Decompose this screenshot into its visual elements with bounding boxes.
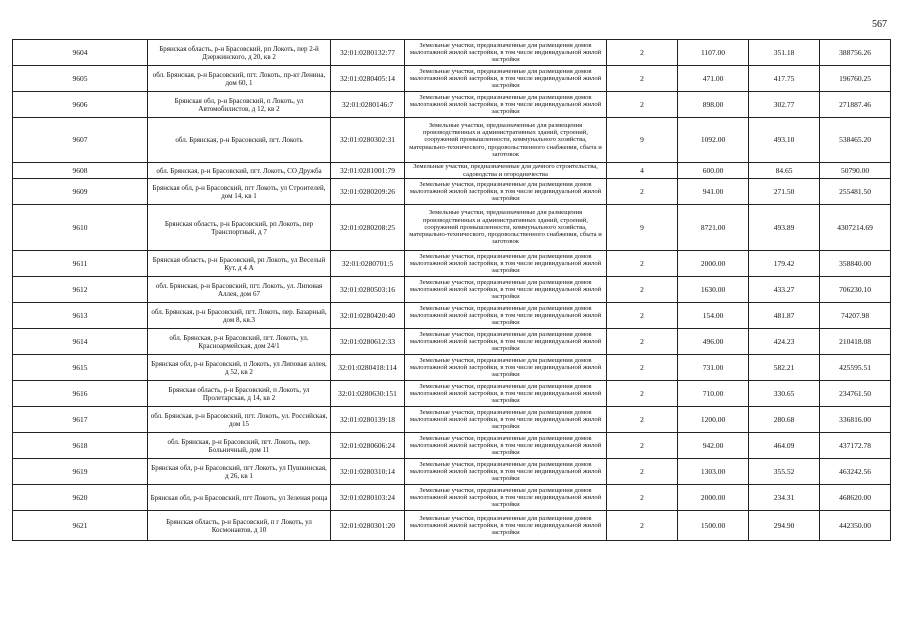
cadastral-number-cell: 32:01:0280612:33 (331, 329, 405, 355)
table-row (13, 329, 891, 355)
cadastral-value-cell: 50790.00 (820, 163, 891, 179)
specific-value-cell: 234.31 (749, 485, 820, 511)
address-cell: обл. Брянская, р-н Брасовский, пгт. Локоть, ул. Красноармейская, дом 24/1 (148, 329, 331, 355)
use-group-cell: 9 (607, 118, 678, 163)
cadastral-value-cell: 442350.00 (820, 511, 891, 541)
row-number-cell: 9604 (13, 40, 148, 66)
row-number-cell: 9618 (13, 433, 148, 459)
row-number-cell: 9610 (13, 205, 148, 251)
table-row (13, 407, 891, 433)
row-number-cell: 9612 (13, 277, 148, 303)
cadastral-number-cell: 32:01:0280139:18 (331, 407, 405, 433)
address-cell: Брянская обл, р-н Брасовский, пгт Локоть, ул Зеленая роща (148, 485, 331, 511)
cadastral-number-cell: 32:01:0280630:151 (331, 381, 405, 407)
cadastral-value-cell: 538465.20 (820, 118, 891, 163)
address-cell: обл. Брянская, р-н Брасовский, пгт. Локоть, ул. Российская, дом 15 (148, 407, 331, 433)
land-use-cell: Земельные участки, предназначенные для размещения домов малоэтажной жилой застройки, в том числе индивидуальной жилой застройки (405, 407, 607, 433)
cadastral-value-cell: 388756.26 (820, 40, 891, 66)
specific-value-cell: 179.42 (749, 251, 820, 277)
use-group-cell: 2 (607, 433, 678, 459)
cadastral-number-cell: 32:01:0280405:14 (331, 66, 405, 92)
cadastral-number-cell: 32:01:0280302:31 (331, 118, 405, 163)
cadastral-number-cell: 32:01:0280146:7 (331, 92, 405, 118)
land-use-cell: Земельные участки, предназначенные для размещения домов малоэтажной жилой застройки, в том числе индивидуальной жилой застройки (405, 329, 607, 355)
cadastral-number-cell: 32:01:0280418:114 (331, 355, 405, 381)
row-number-cell: 9614 (13, 329, 148, 355)
land-use-cell: Земельные участки, предназначенные для размещения домов малоэтажной жилой застройки, в том числе индивидуальной жилой застройки (405, 277, 607, 303)
row-number-cell: 9617 (13, 407, 148, 433)
specific-value-cell: 464.09 (749, 433, 820, 459)
specific-value-cell: 294.90 (749, 511, 820, 541)
land-use-cell: Земельные участки, предназначенные для размещения домов малоэтажной жилой застройки, в том числе индивидуальной жилой застройки (405, 40, 607, 66)
land-use-cell: Земельные участки, предназначенные для размещения производственных и административных зданий, строений, сооружений промышленности, коммунального хозяйства, материально-технического, продовольственного снабжения, сбыта и заготовок (405, 205, 607, 251)
table-row (13, 355, 891, 381)
specific-value-cell: 582.21 (749, 355, 820, 381)
specific-value-cell: 351.18 (749, 40, 820, 66)
cadastral-value-cell: 196760.25 (820, 66, 891, 92)
specific-value-cell: 302.77 (749, 92, 820, 118)
table-row (13, 118, 891, 163)
row-number-cell: 9611 (13, 251, 148, 277)
area-cell: 2000.00 (678, 251, 749, 277)
area-cell: 2000.00 (678, 485, 749, 511)
cadastral-value-cell: 463242.56 (820, 459, 891, 485)
cadastral-value-cell: 74207.98 (820, 303, 891, 329)
land-use-cell: Земельные участки, предназначенные для размещения домов малоэтажной жилой застройки, в том числе индивидуальной жилой застройки (405, 485, 607, 511)
table-row (13, 251, 891, 277)
row-number-cell: 9615 (13, 355, 148, 381)
address-cell: Брянская обл, р-н Брасовский, п Локоть, ул Автомобилистов, д 12, кв 2 (148, 92, 331, 118)
area-cell: 941.00 (678, 179, 749, 205)
land-use-cell: Земельные участки, предназначенные для размещения домов малоэтажной жилой застройки, в том числе индивидуальной жилой застройки (405, 66, 607, 92)
land-use-cell: Земельные участки, предназначенные для размещения домов малоэтажной жилой застройки, в том числе индивидуальной жилой застройки (405, 381, 607, 407)
cadastral-value-cell: 336816.00 (820, 407, 891, 433)
table-row (13, 205, 891, 251)
address-cell: обл. Брянская, р-н Брасовский, пгт. Локоть, ул. Липовая Аллея, дом 67 (148, 277, 331, 303)
address-cell: обл. Брянская, р-н Брасовский, пгт. Локоть, пр-кт Ленина, дом 60, 1 (148, 66, 331, 92)
cadastral-number-cell: 32:01:0281001:79 (331, 163, 405, 179)
area-cell: 731.00 (678, 355, 749, 381)
cadastral-number-cell: 32:01:0280209:26 (331, 179, 405, 205)
table-row (13, 40, 891, 66)
area-cell: 8721.00 (678, 205, 749, 251)
use-group-cell: 2 (607, 66, 678, 92)
area-cell: 1303.00 (678, 459, 749, 485)
use-group-cell: 2 (607, 381, 678, 407)
land-use-cell: Земельные участки, предназначенные для размещения домов малоэтажной жилой застройки, в том числе индивидуальной жилой застройки (405, 92, 607, 118)
land-use-cell: Земельные участки, предназначенные для размещения домов малоэтажной жилой застройки, в том числе индивидуальной жилой застройки (405, 433, 607, 459)
table-row (13, 163, 891, 179)
land-use-cell: Земельные участки, предназначенные для дачного строительства, садоводства и огородничества (405, 163, 607, 179)
row-number-cell: 9613 (13, 303, 148, 329)
table-row (13, 511, 891, 541)
address-cell: Брянская область, р-н Брасовский, п г Локоть, ул Космонавтов, д 10 (148, 511, 331, 541)
table-row (13, 433, 891, 459)
row-number-cell: 9621 (13, 511, 148, 541)
specific-value-cell: 417.75 (749, 66, 820, 92)
row-number-cell: 9606 (13, 92, 148, 118)
land-use-cell: Земельные участки, предназначенные для размещения домов малоэтажной жилой застройки, в том числе индивидуальной жилой застройки (405, 251, 607, 277)
land-use-cell: Земельные участки, предназначенные для размещения домов малоэтажной жилой застройки, в том числе индивидуальной жилой застройки (405, 459, 607, 485)
use-group-cell: 2 (607, 179, 678, 205)
area-cell: 1630.00 (678, 277, 749, 303)
address-cell: Брянская область, р-н Брасовский, рп Локоть, пер Транспортный, д 7 (148, 205, 331, 251)
specific-value-cell: 355.52 (749, 459, 820, 485)
cadastral-value-cell: 437172.78 (820, 433, 891, 459)
use-group-cell: 2 (607, 459, 678, 485)
land-use-cell: Земельные участки, предназначенные для размещения производственных и административных зданий, строений, сооружений промышленности, коммунального хозяйства, материально-технического, продовольственного снабжения, сбыта и заготовок (405, 118, 607, 163)
cadastral-number-cell: 32:01:0280701:5 (331, 251, 405, 277)
use-group-cell: 2 (607, 329, 678, 355)
use-group-cell: 2 (607, 92, 678, 118)
table-row (13, 303, 891, 329)
cadastral-number-cell: 32:01:0280310:14 (331, 459, 405, 485)
cadastral-number-cell: 32:01:0280103:24 (331, 485, 405, 511)
address-cell: Брянская область, р-н Брасовский, п Локоть, ул Пролетарская, д 14, кв 2 (148, 381, 331, 407)
use-group-cell: 2 (607, 355, 678, 381)
row-number-cell: 9616 (13, 381, 148, 407)
table-row (13, 381, 891, 407)
specific-value-cell: 84.65 (749, 163, 820, 179)
cadastral-value-cell: 4307214.69 (820, 205, 891, 251)
area-cell: 154.00 (678, 303, 749, 329)
address-cell: обл. Брянская, р-н Брасовский, пгт. Локоть (148, 118, 331, 163)
cadastral-number-cell: 32:01:0280301:20 (331, 511, 405, 541)
area-cell: 710.00 (678, 381, 749, 407)
cadastral-value-cell: 425595.51 (820, 355, 891, 381)
cadastral-value-cell: 271887.46 (820, 92, 891, 118)
area-cell: 898.00 (678, 92, 749, 118)
use-group-cell: 2 (607, 485, 678, 511)
table-row (13, 66, 891, 92)
specific-value-cell: 280.68 (749, 407, 820, 433)
specific-value-cell: 493.89 (749, 205, 820, 251)
cadastral-value-cell: 468620.00 (820, 485, 891, 511)
row-number-cell: 9607 (13, 118, 148, 163)
cadastral-number-cell: 32:01:0280132:77 (331, 40, 405, 66)
area-cell: 1200.00 (678, 407, 749, 433)
address-cell: обл. Брянская, р-н Брасовский, пгт. Локоть, СО Дружба (148, 163, 331, 179)
address-cell: Брянская обл, р-н Брасовский, пгт Локоть, ул Пушкинская, д 26, кв 1 (148, 459, 331, 485)
address-cell: Брянская обл, р-н Брасовский, пгт Локоть, ул Строителей, дом 14, кв 1 (148, 179, 331, 205)
cadastral-number-cell: 32:01:0280420:40 (331, 303, 405, 329)
use-group-cell: 2 (607, 407, 678, 433)
table-row (13, 277, 891, 303)
address-cell: Брянская область, р-н Брасовский, рп Локоть, пер 2-й Дзержинского, д 20, кв 2 (148, 40, 331, 66)
specific-value-cell: 481.87 (749, 303, 820, 329)
table-row (13, 92, 891, 118)
use-group-cell: 2 (607, 277, 678, 303)
cadastral-value-cell: 210418.08 (820, 329, 891, 355)
address-cell: обл. Брянская, р-н Брасовский, пгт. Локоть, пер. Больничный, дом 11 (148, 433, 331, 459)
area-cell: 471.00 (678, 66, 749, 92)
use-group-cell: 2 (607, 40, 678, 66)
specific-value-cell: 330.65 (749, 381, 820, 407)
land-use-cell: Земельные участки, предназначенные для размещения домов малоэтажной жилой застройки, в том числе индивидуальной жилой застройки (405, 355, 607, 381)
use-group-cell: 2 (607, 511, 678, 541)
specific-value-cell: 493.10 (749, 118, 820, 163)
address-cell: Брянская обл, р-н Брасовский, п Локоть, ул Липовая аллея, д 52, кв 2 (148, 355, 331, 381)
cadastral-number-cell: 32:01:0280208:25 (331, 205, 405, 251)
area-cell: 600.00 (678, 163, 749, 179)
use-group-cell: 2 (607, 251, 678, 277)
area-cell: 1092.00 (678, 118, 749, 163)
page-number: 567 (872, 19, 887, 30)
table-row (13, 459, 891, 485)
use-group-cell: 9 (607, 205, 678, 251)
use-group-cell: 4 (607, 163, 678, 179)
area-cell: 1500.00 (678, 511, 749, 541)
address-cell: обл. Брянская, р-н Брасовский, пгт. Локоть, пер. Базарный, дом 8, кв.3 (148, 303, 331, 329)
area-cell: 942.00 (678, 433, 749, 459)
row-number-cell: 9619 (13, 459, 148, 485)
cadastral-value-table (12, 39, 891, 541)
row-number-cell: 9620 (13, 485, 148, 511)
specific-value-cell: 271.50 (749, 179, 820, 205)
table-row (13, 179, 891, 205)
cadastral-number-cell: 32:01:0280606:24 (331, 433, 405, 459)
land-use-cell: Земельные участки, предназначенные для размещения домов малоэтажной жилой застройки, в том числе индивидуальной жилой застройки (405, 303, 607, 329)
row-number-cell: 9608 (13, 163, 148, 179)
area-cell: 496.00 (678, 329, 749, 355)
specific-value-cell: 424.23 (749, 329, 820, 355)
address-cell: Брянская область, р-н Брасовский, рп Локоть, ул Веселый Кут, д 4 А (148, 251, 331, 277)
land-use-cell: Земельные участки, предназначенные для размещения домов малоэтажной жилой застройки, в том числе индивидуальной жилой застройки (405, 511, 607, 541)
cadastral-value-cell: 255481.50 (820, 179, 891, 205)
cadastral-value-cell: 706230.10 (820, 277, 891, 303)
area-cell: 1107.00 (678, 40, 749, 66)
cadastral-number-cell: 32:01:0280503:16 (331, 277, 405, 303)
row-number-cell: 9605 (13, 66, 148, 92)
specific-value-cell: 433.27 (749, 277, 820, 303)
cadastral-value-cell: 358840.00 (820, 251, 891, 277)
land-use-cell: Земельные участки, предназначенные для размещения домов малоэтажной жилой застройки, в том числе индивидуальной жилой застройки (405, 179, 607, 205)
cadastral-value-cell: 234761.50 (820, 381, 891, 407)
table-row (13, 485, 891, 511)
row-number-cell: 9609 (13, 179, 148, 205)
use-group-cell: 2 (607, 303, 678, 329)
